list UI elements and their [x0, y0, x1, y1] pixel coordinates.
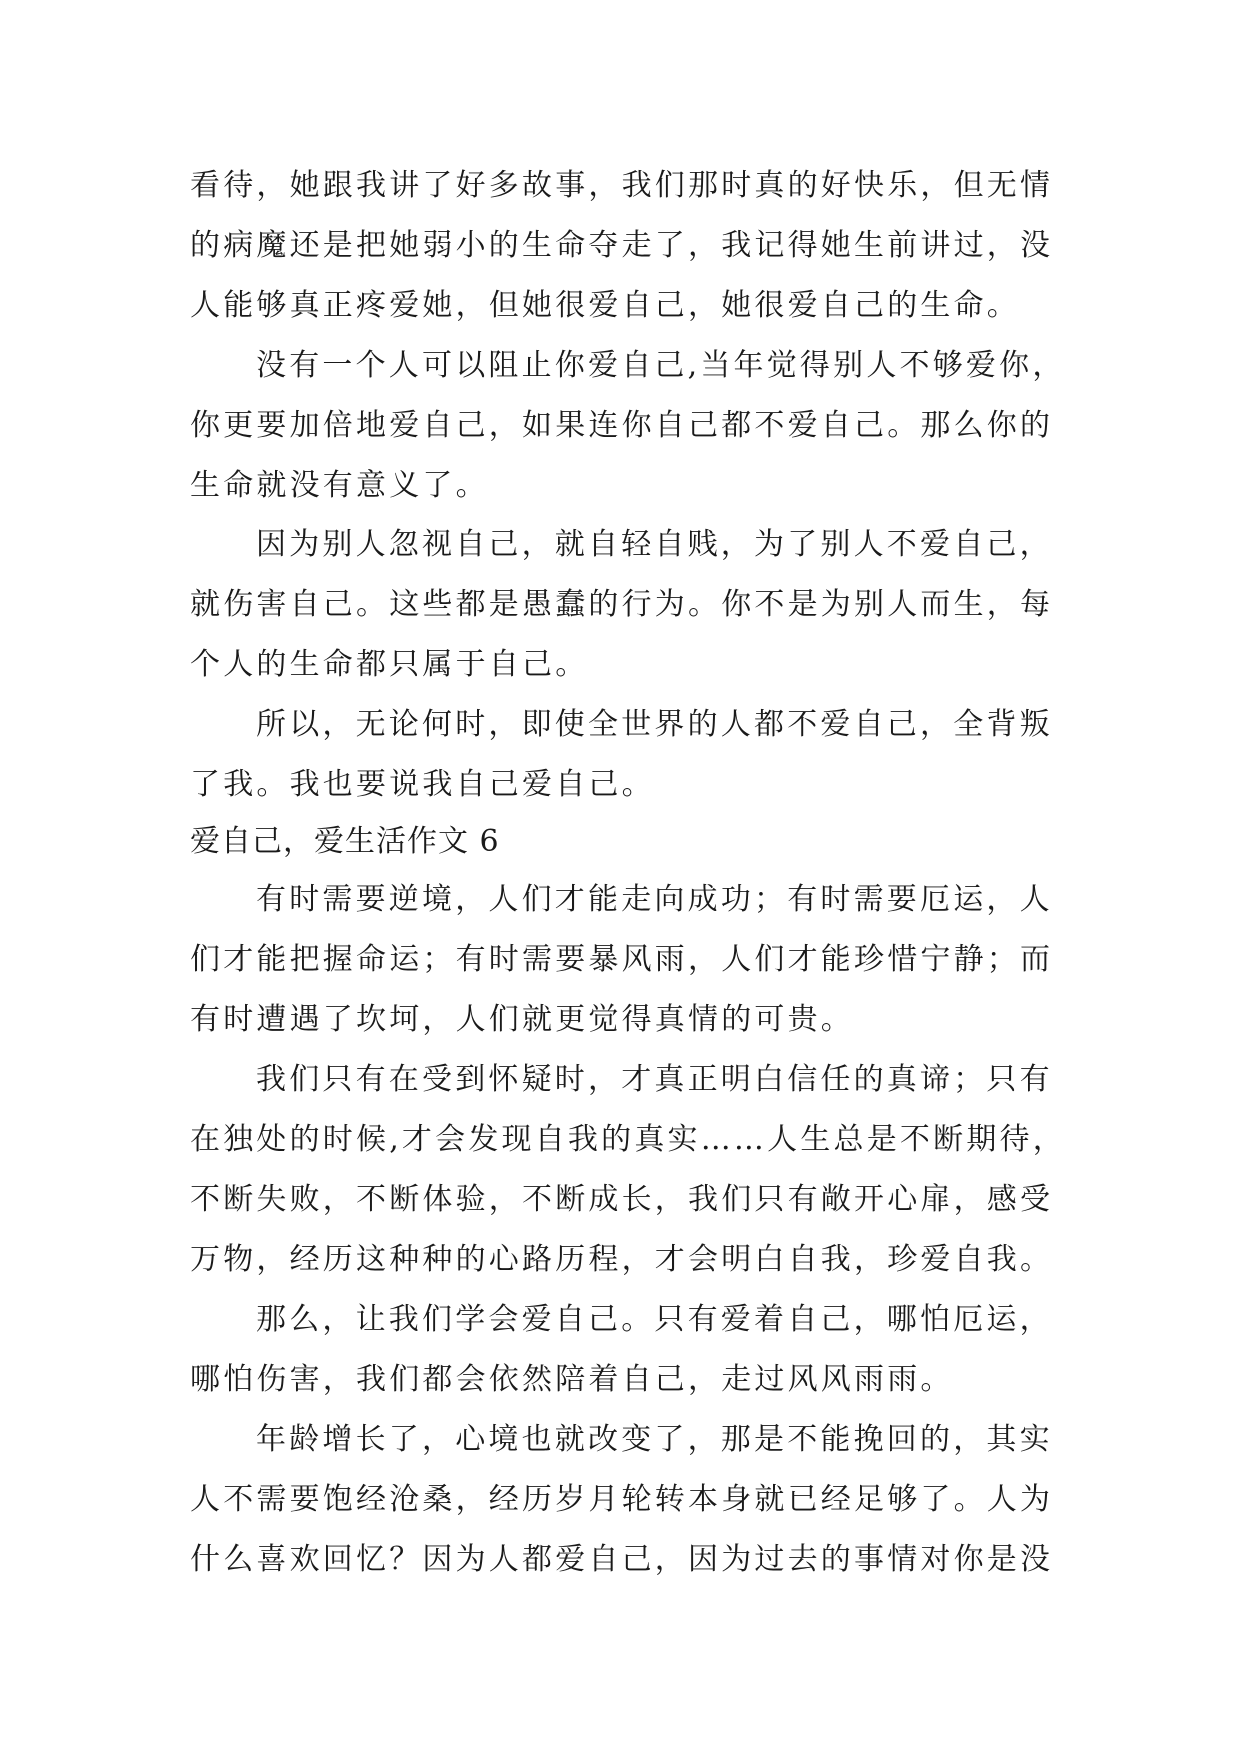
text-line: 生命就没有意义了。 — [190, 468, 489, 503]
section-heading: 爱自己，爱生活作文 6 — [190, 824, 500, 859]
text-line: 万物，经历这种种的心路历程，才会明白自我，珍爱自我。 — [190, 1242, 1054, 1277]
text-line: 你更要加倍地爱自己，如果连你自己都不爱自己。那么你的 — [190, 408, 1054, 443]
text-line: 们才能把握命运；有时需要暴风雨，人们才能珍惜宁静；而 — [190, 942, 1054, 977]
paragraph-first-line: 有时需要逆境，人们才能走向成功；有时需要厄运，人 — [256, 882, 1053, 917]
paragraph-first-line: 我们只有在受到怀疑时，才真正明白信任的真谛；只有 — [256, 1062, 1053, 1097]
text-line: 的病魔还是把她弱小的生命夺走了，我记得她生前讲过，没 — [190, 228, 1054, 263]
paragraph-first-line: 没有一个人可以阻止你爱自己,当年觉得别人不够爱你， — [256, 348, 1066, 383]
text-line: 了我。我也要说我自己爱自己。 — [190, 767, 655, 802]
paragraph-first-line: 所以，无论何时，即使全世界的人都不爱自己，全背叛 — [256, 707, 1053, 742]
text-line: 人能够真正疼爱她，但她很爱自己，她很爱自己的生命。 — [190, 288, 1020, 323]
paragraph-first-line: 因为别人忽视自己，就自轻自贱，为了别人不爱自己， — [256, 527, 1053, 562]
text-line: 看待，她跟我讲了好多故事，我们那时真的好快乐，但无情 — [190, 168, 1054, 203]
text-line: 什么喜欢回忆？因为人都爱自己，因为过去的事情对你是没 — [190, 1542, 1054, 1577]
text-line: 在独处的时候,才会发现自我的真实……人生总是不断期待， — [190, 1122, 1066, 1157]
text-line: 不断失败，不断体验，不断成长，我们只有敞开心扉，感受 — [190, 1182, 1054, 1217]
text-line: 哪怕伤害，我们都会依然陪着自己，走过风风雨雨。 — [190, 1362, 954, 1397]
paragraph-first-line: 年龄增长了，心境也就改变了，那是不能挽回的，其实 — [256, 1422, 1053, 1457]
paragraph-first-line: 那么，让我们学会爱自己。只有爱着自己，哪怕厄运， — [256, 1302, 1053, 1337]
text-line: 个人的生命都只属于自己。 — [190, 647, 589, 682]
text-line: 人不需要饱经沧桑，经历岁月轮转本身就已经足够了。人为 — [190, 1482, 1054, 1517]
text-line: 有时遭遇了坎坷，人们就更觉得真情的可贵。 — [190, 1002, 854, 1037]
text-line: 就伤害自己。这些都是愚蠢的行为。你不是为别人而生，每 — [190, 587, 1054, 622]
